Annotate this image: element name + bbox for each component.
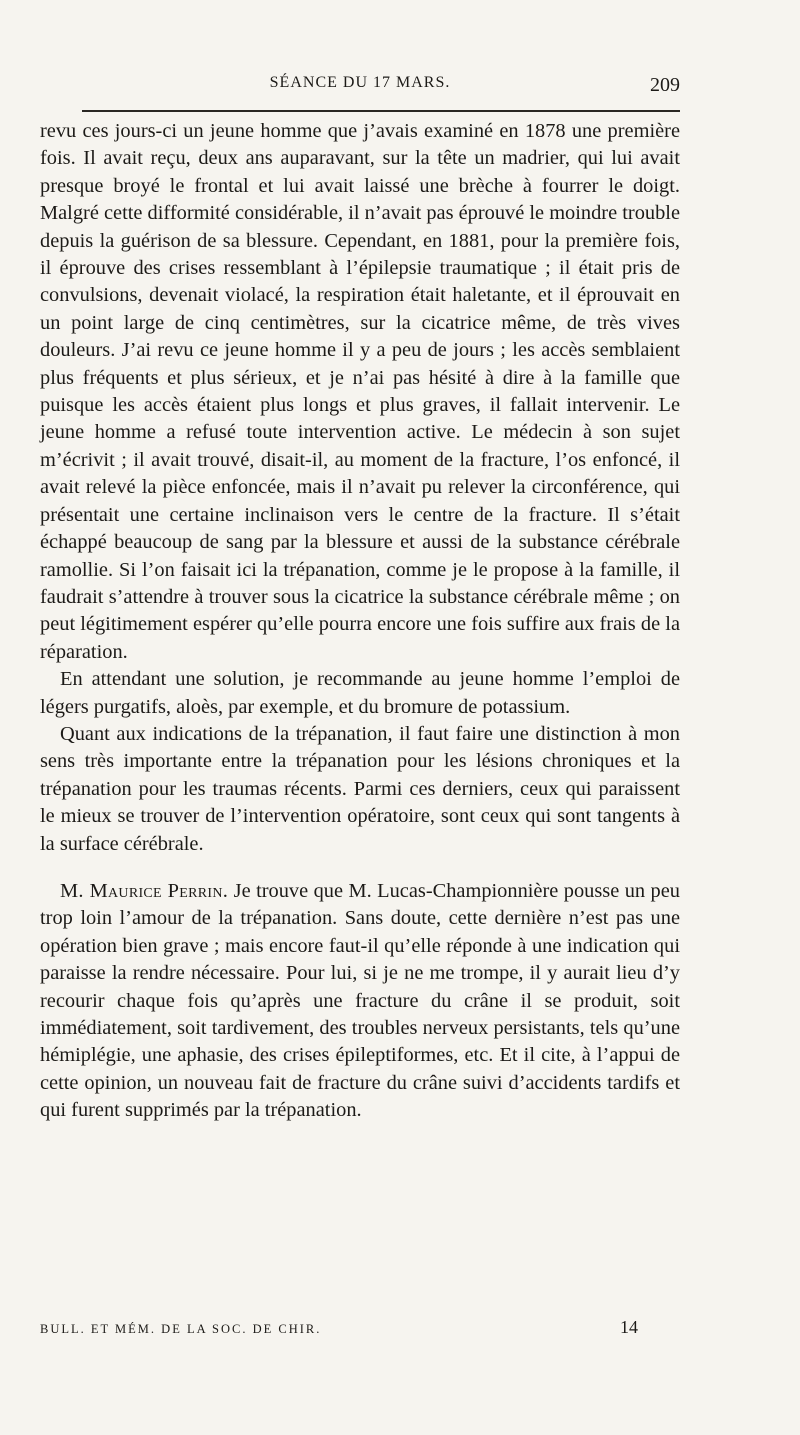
running-title: SÉANCE DU 17 MARS.	[269, 74, 451, 91]
paragraph-recommendation: En attendant une solution, je recommande au jeune homme l’emploi de légers purgatifs, aloès, par exemple, et du bromure de potassium.	[40, 668, 680, 718]
running-head	[40, 74, 680, 100]
page-number: 209	[650, 74, 680, 96]
paragraph-speech	[40, 878, 680, 1125]
paragraph-continuation: revu ces jours-ci un jeune homme que j’avais examiné en 1878 une première fois. Il avait reçu, deux ans auparavant, sur la tête un madrier, qui lui avait presque broyé le frontal et lui avait laissé une brèche à fourrer le doigt. Malgré cette difformité considérable, il n’avait pas éprouvé le moindre trouble depuis la guérison de sa blessure. Cependant, en 1881, pour la première fois, il éprouve des crises ressemblant à l’épilepsie traumatique ; il était pris de convulsions, devenait violacé, la respiration était haletante, et il éprouvait en un point large de cinq centimètres, sur la cicatrice même, de très vives douleurs. J’ai revu ce jeune homme il y a peu de jours ; les accès semblaient plus fréquents et plus sérieux, et je n’ai pas hésité à dire à la famille que puisque les accès étaient plus longs et plus graves, il fallait intervenir. Le jeune homme a refusé toute intervention active. Le médecin à son sujet m’écrivit ; il avait trouvé, disait-il, au moment de la fracture, l’os enfoncé, il avait relevé la pièce enfoncée, mais il n’avait pu relever la circonférence, qui présentait une certaine inclinaison vers le centre de la fracture. Il s’était échappé beaucoup de sang par la blessure et aussi de la substance cérébrale ramollie. Si l’on faisait ici la trépanation, comme je le propose à la famille, il faudrait s’attendre à trouver sous la cicatrice la substance cérébrale même ; on peut légitimement espérer qu’elle pourra encore une fois suffire aux frais de la réparation.	[40, 120, 680, 663]
speaker-name: M. Maurice Perrin.	[60, 879, 229, 902]
header-rule	[82, 110, 680, 112]
footer	[40, 1317, 680, 1342]
footer-signature-number: 14	[620, 1317, 638, 1337]
body-text	[40, 118, 680, 1125]
speech-text: Je trouve que M. Lucas-Championnière pousse un peu trop loin l’amour de la trépanation. Sans doute, cette dernière n’est pas une opération bien grave ; mais encore faut-il qu’elle réponde à une indication qui paraisse la rendre nécessaire. Pour lui, si je ne me trompe, il y aurait lieu d’y recourir chaque fois qu’après une fracture du crâne il se produit, soit immédiatement, soit tardivement, des troubles nerveux persistants, tels qu’une hémiplégie, une aphasie, des crises épileptiformes, etc. Et il cite, à l’appui de cette opinion, un nouveau fait de fracture du crâne suivi d’accidents tardifs et qui furent supprimés par la trépanation.	[40, 879, 680, 1122]
footer-signature: BULL. ET MÉM. DE LA SOC. DE CHIR.	[40, 1322, 322, 1336]
paragraph-indications: Quant aux indications de la trépanation, il faut faire une distinction à mon sens très importante entre la trépanation pour les lésions chroniques et la trépanation pour les traumas récents. Parmi ces derniers, ceux qui paraissent le mieux se trouver de l’intervention opératoire, sont ceux qui sont tangents à la surface cérébrale.	[40, 722, 680, 855]
